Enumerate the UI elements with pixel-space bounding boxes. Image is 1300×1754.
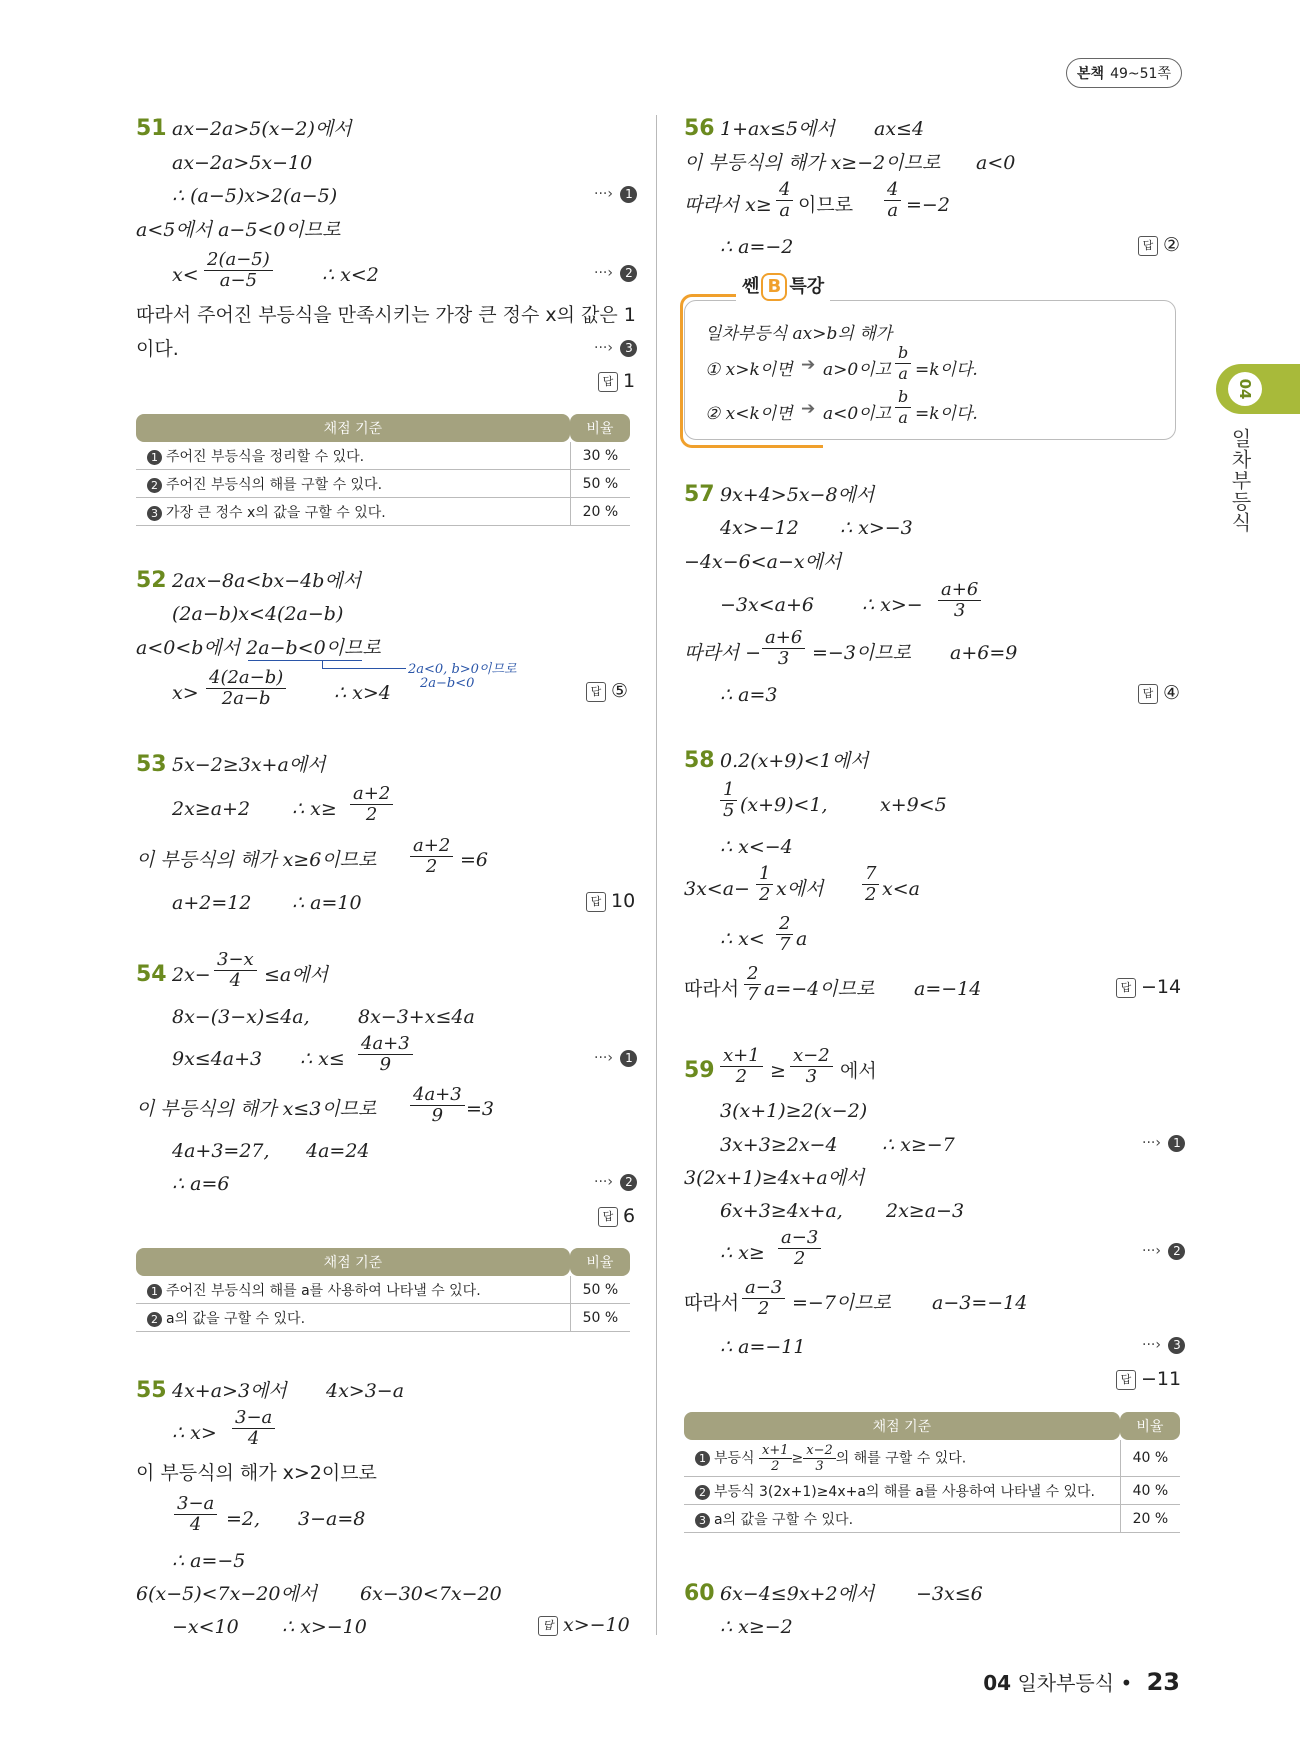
solution-line: ∴ x>4 <box>334 682 391 704</box>
problem-number-57: 57 <box>684 482 715 507</box>
problem-number-54: 54 <box>136 962 167 987</box>
fraction: $\frac{4(2a-b)}{2a-b}$ <box>206 668 286 709</box>
table-row: 2 주어진 부등식의 해를 구할 수 있다. 50 % <box>136 470 630 498</box>
table-row: 3 가장 큰 정수 x의 값을 구할 수 있다. 20 % <box>136 498 630 526</box>
answer-52: 답 ⑤ <box>586 680 628 702</box>
solution-line: −3x≤6 <box>916 1583 983 1605</box>
solution-line: 따라서 <box>684 1292 740 1314</box>
solution-line: =2, <box>226 1508 261 1530</box>
problem-number-60: 60 <box>684 1581 715 1606</box>
solution-line: 6x+3≥4x+a, <box>720 1200 843 1222</box>
fraction: $\frac{x-2}{3}$ <box>790 1046 833 1087</box>
solution-line: =−7이므로 <box>792 1292 891 1314</box>
solution-line: ∴ x<−4 <box>720 836 793 858</box>
answer-59: 답 −11 <box>1116 1368 1181 1390</box>
fraction: $\frac{3-a}{4}$ <box>232 1408 275 1449</box>
solution-line: 이다. <box>136 338 179 360</box>
solution-line: 5x−2≥3x+a에서 <box>172 754 326 776</box>
tip-line: ② x<k이면 <box>705 404 793 424</box>
solution-line: 8x−3+x≤4a <box>358 1006 475 1028</box>
fraction: $\frac{2}{7}$ <box>776 914 793 955</box>
table-row: 2 부등식 3(2x+1)≥4x+a의 해를 a를 사용하여 나타낼 수 있다. 40 % <box>684 1477 1180 1505</box>
ratio-header: 비율 <box>1120 1412 1180 1440</box>
solution-line: ∴ x< <box>720 928 765 950</box>
step-marker: ···› 1 <box>594 186 637 203</box>
solution-line: a+2=12 <box>172 892 252 914</box>
answer-55: 답 x>−10 <box>538 1614 630 1636</box>
fraction: $\frac{3-a}{4}$ <box>174 1494 217 1535</box>
solution-line: (x+9)<1, <box>740 794 828 816</box>
badge-pages-text: 49~51쪽 <box>1110 66 1171 82</box>
problem-number-59: 59 <box>684 1058 715 1083</box>
solution-line: 3(2x+1)≥4x+a에서 <box>684 1167 865 1189</box>
step-marker: ···› 2 <box>1142 1243 1185 1260</box>
problem-number-58: 58 <box>684 748 715 773</box>
solution-line: x> <box>172 682 199 704</box>
fraction: $\frac{4a+3}{9}$ <box>410 1085 465 1126</box>
fraction: $\frac{1}{5}$ <box>720 780 737 821</box>
problem-number-55: 55 <box>136 1378 167 1403</box>
solution-line: a=−14 <box>914 978 982 1000</box>
solution-line: 3x<a− <box>684 878 750 900</box>
solution-line: 이 부등식의 해가 x>2이므로 <box>136 1462 377 1484</box>
tip-line: a<0이고 <box>823 404 892 424</box>
side-note: 2a<0, b>0이므로 <box>408 662 517 677</box>
solution-line: 2ax−8a<bx−4b에서 <box>172 570 362 592</box>
solution-line: 2x− <box>172 964 211 986</box>
solution-line: ∴ x<2 <box>322 264 379 286</box>
table-row: 2 a의 값을 구할 수 있다. 50 % <box>136 1304 630 1332</box>
solution-line: 2x≥a−3 <box>886 1200 965 1222</box>
solution-line: 따라서 − <box>684 642 762 664</box>
problem-number-51: 51 <box>136 116 167 141</box>
solution-line: 8x−(3−x)≤4a, <box>172 1006 310 1028</box>
solution-line: ∴ x≥ <box>720 1242 765 1264</box>
tip-line: 일차부등식 ax>b의 해가 <box>705 324 893 344</box>
solution-line: ∴ x>−10 <box>282 1616 367 1638</box>
solution-line: ∴ x> <box>172 1422 217 1444</box>
solution-line: ∴ x≥−2 <box>720 1616 793 1638</box>
footer-separator: • <box>1120 1671 1133 1695</box>
solution-line: ≥ <box>770 1060 786 1082</box>
solution-line: ∴ x≥−7 <box>882 1134 955 1156</box>
solution-line: x<a <box>882 878 920 900</box>
footer-chapter-number: 04 <box>983 1671 1012 1695</box>
tip-box-title: 쎈 B 특강 <box>736 272 830 301</box>
solution-line: ∴ x>− <box>862 594 923 616</box>
solution-line: ax−2a>5(x−2)에서 <box>172 118 352 140</box>
answer-56: 답 ② <box>1138 234 1180 256</box>
underline <box>248 660 362 661</box>
step-marker: ···› 1 <box>594 1050 637 1067</box>
grading-criteria-table-54 <box>136 1248 630 1332</box>
page-footer <box>983 1667 1180 1696</box>
fraction: $\frac{a-3}{2}$ <box>742 1278 785 1319</box>
solution-line: 4a+3=27, <box>172 1140 270 1162</box>
grading-criteria-table-51 <box>136 414 630 526</box>
table-row: 3 a의 값을 구할 수 있다. 20 % <box>684 1505 1180 1533</box>
solution-line: ∴ a=−11 <box>720 1336 806 1358</box>
solution-line: ≤a에서 <box>264 964 328 986</box>
fraction: $\frac{a-3}{2}$ <box>778 1228 821 1269</box>
fraction: $\frac{4}{a}$ <box>776 180 793 221</box>
solution-line: 3(x+1)≥2(x−2) <box>720 1100 868 1122</box>
step-marker: ···› 3 <box>594 340 637 357</box>
solution-line: a<0 <box>976 152 1016 174</box>
solution-line: a=−4이므로 <box>764 978 875 1000</box>
fraction: $\frac{x+1}{2}$ <box>720 1046 763 1087</box>
fraction: $\frac{a+6}{3}$ <box>938 580 981 621</box>
tip-line: =k이다. <box>915 360 978 380</box>
solution-line: 이 부등식의 해가 x≤3이므로 <box>136 1098 377 1120</box>
solution-line: 따라서 <box>684 978 740 1000</box>
solution-line: =3 <box>466 1098 495 1120</box>
criteria-header: 채점 기준 <box>136 414 570 442</box>
ratio-header: 비율 <box>570 414 630 442</box>
fraction: $\frac{2(a-5)}{a-5}$ <box>204 250 273 291</box>
solution-line: a<0<b에서 2a−b<0이므로 <box>136 637 381 659</box>
solution-line: a−3=−14 <box>932 1292 1028 1314</box>
solution-line: 따라서 주어진 부등식을 만족시키는 가장 큰 정수 x의 값은 1 <box>136 304 636 326</box>
chapter-side-label: 일차부등식 <box>1228 428 1252 533</box>
fraction: $\frac{a+2}{2}$ <box>350 784 393 825</box>
tip-line: a>0이고 <box>823 360 892 380</box>
answer-57: 답 ④ <box>1138 682 1180 704</box>
solution-line: ∴ x≥ <box>292 798 337 820</box>
solution-line: =−3이므로 <box>812 642 911 664</box>
page-reference-badge <box>1066 58 1182 88</box>
chapter-tab <box>1216 364 1300 414</box>
fraction: $\frac{a+2}{2}$ <box>410 836 453 877</box>
answer-53: 답 10 <box>586 890 635 912</box>
fraction: $\frac{1}{2}$ <box>756 864 773 905</box>
fraction: $\frac{b}{a}$ <box>895 387 911 428</box>
problem-number-53: 53 <box>136 752 167 777</box>
solution-line: ∴ a=3 <box>720 684 778 706</box>
solution-line: 1+ax≤5에서 <box>720 118 835 140</box>
solution-line: ∴ a=10 <box>292 892 362 914</box>
solution-line: ∴ x≤ <box>300 1048 345 1070</box>
tip-box <box>684 300 1176 440</box>
answer-58: 답 −14 <box>1116 976 1181 998</box>
solution-line: 이므로 <box>798 194 854 216</box>
solution-line: 이 부등식의 해가 x≥−2이므로 <box>684 152 941 174</box>
tip-line: =k이다. <box>915 404 978 424</box>
solution-line: −x<10 <box>172 1616 239 1638</box>
connector-line <box>322 660 323 668</box>
grading-criteria-table-59 <box>684 1412 1180 1533</box>
solution-line: ∴ a=6 <box>172 1173 230 1195</box>
solution-line: =6 <box>460 849 489 871</box>
fraction: $\frac{7}{2}$ <box>862 864 879 905</box>
tip-line: ① x>k이면 <box>705 360 793 380</box>
solution-line: 6x−4≤9x+2에서 <box>720 1583 875 1605</box>
solution-line: ∴ x>−3 <box>840 517 913 539</box>
table-row: 1 주어진 부등식의 해를 a를 사용하여 나타낼 수 있다. 50 % <box>136 1276 630 1304</box>
solution-line: 2x≥a+2 <box>172 798 251 820</box>
solution-line: ∴ a=−5 <box>172 1550 246 1572</box>
solution-line: 6x−30<7x−20 <box>360 1583 502 1605</box>
step-marker: ···› 3 <box>1142 1337 1185 1354</box>
step-marker: ···› 2 <box>594 265 637 282</box>
solution-line: 4x>−12 <box>720 517 799 539</box>
step-marker: ···› 1 <box>1142 1135 1185 1152</box>
answer-54: 답 6 <box>598 1205 635 1227</box>
solution-line: a<5에서 a−5<0이므로 <box>136 219 341 241</box>
badge-bold-text: 본책 <box>1077 66 1105 82</box>
side-note: 2a−b<0 <box>420 676 475 691</box>
fraction: $\frac{a+6}{3}$ <box>762 628 805 669</box>
solution-line: ∴ a=−2 <box>720 236 794 258</box>
arrow-right-icon: ➔ <box>801 399 816 419</box>
table-row: 1 부등식 $\frac{x+1}{2}$ ≥ $\frac{x-2}{3}$ 의 해를 구할 수 있다. 40 % <box>684 1440 1180 1477</box>
solution-line: 따라서 x≥ <box>684 194 772 216</box>
page-number: 23 <box>1146 1668 1180 1696</box>
fraction: $\frac{2}{7}$ <box>744 964 761 1005</box>
fraction: $\frac{4a+3}{9}$ <box>358 1034 413 1075</box>
solution-line: −4x−6<a−x에서 <box>684 551 842 573</box>
solution-line: x< <box>172 264 199 286</box>
fraction: $\frac{3-x}{4}$ <box>214 950 257 991</box>
criteria-header: 채점 기준 <box>136 1248 570 1276</box>
step-marker: ···› 2 <box>594 1174 637 1191</box>
criteria-header: 채점 기준 <box>684 1412 1120 1440</box>
solution-line: 6(x−5)<7x−20에서 <box>136 1583 318 1605</box>
solution-line: 4a=24 <box>306 1140 370 1162</box>
footer-chapter-title: 일차부등식 <box>1017 1671 1115 1695</box>
solution-line: x+9<5 <box>880 794 947 816</box>
connector-line <box>322 668 406 669</box>
solution-line: x에서 <box>776 878 824 900</box>
solution-line: 3−a=8 <box>298 1508 366 1530</box>
solution-line: =−2 <box>906 194 950 216</box>
solution-line: ax−2a>5x−10 <box>172 152 313 174</box>
solution-line: 0.2(x+9)<1에서 <box>720 750 869 772</box>
solution-line: −3x<a+6 <box>720 594 814 616</box>
solution-line: ax≤4 <box>874 118 925 140</box>
solution-line: 9x+4>5x−8에서 <box>720 484 875 506</box>
chapter-number: 04 <box>1228 372 1262 406</box>
solution-line: 이 부등식의 해가 x≥6이므로 <box>136 849 377 871</box>
solution-line: a+6=9 <box>950 642 1018 664</box>
fraction: $\frac{4}{a}$ <box>884 180 901 221</box>
solution-line: 4x>3−a <box>326 1380 405 1402</box>
problem-number-52: 52 <box>136 568 167 593</box>
arrow-right-icon: ➔ <box>801 355 816 375</box>
problem-number-56: 56 <box>684 116 715 141</box>
solution-line: (2a−b)x<4(2a−b) <box>172 603 344 625</box>
solution-line: a <box>796 928 808 950</box>
column-divider <box>656 115 657 1635</box>
solution-line: 4x+a>3에서 <box>172 1380 287 1402</box>
fraction: $\frac{b}{a}$ <box>895 343 911 384</box>
solution-line: ∴ (a−5)x>2(a−5) <box>172 185 338 207</box>
table-row: 1 주어진 부등식을 정리할 수 있다. 30 % <box>136 442 630 470</box>
solution-line: 9x≤4a+3 <box>172 1048 263 1070</box>
ratio-header: 비율 <box>570 1248 630 1276</box>
solution-line: 3x+3≥2x−4 <box>720 1134 838 1156</box>
solution-line: 에서 <box>840 1060 877 1082</box>
answer-51: 답 1 <box>598 370 635 392</box>
